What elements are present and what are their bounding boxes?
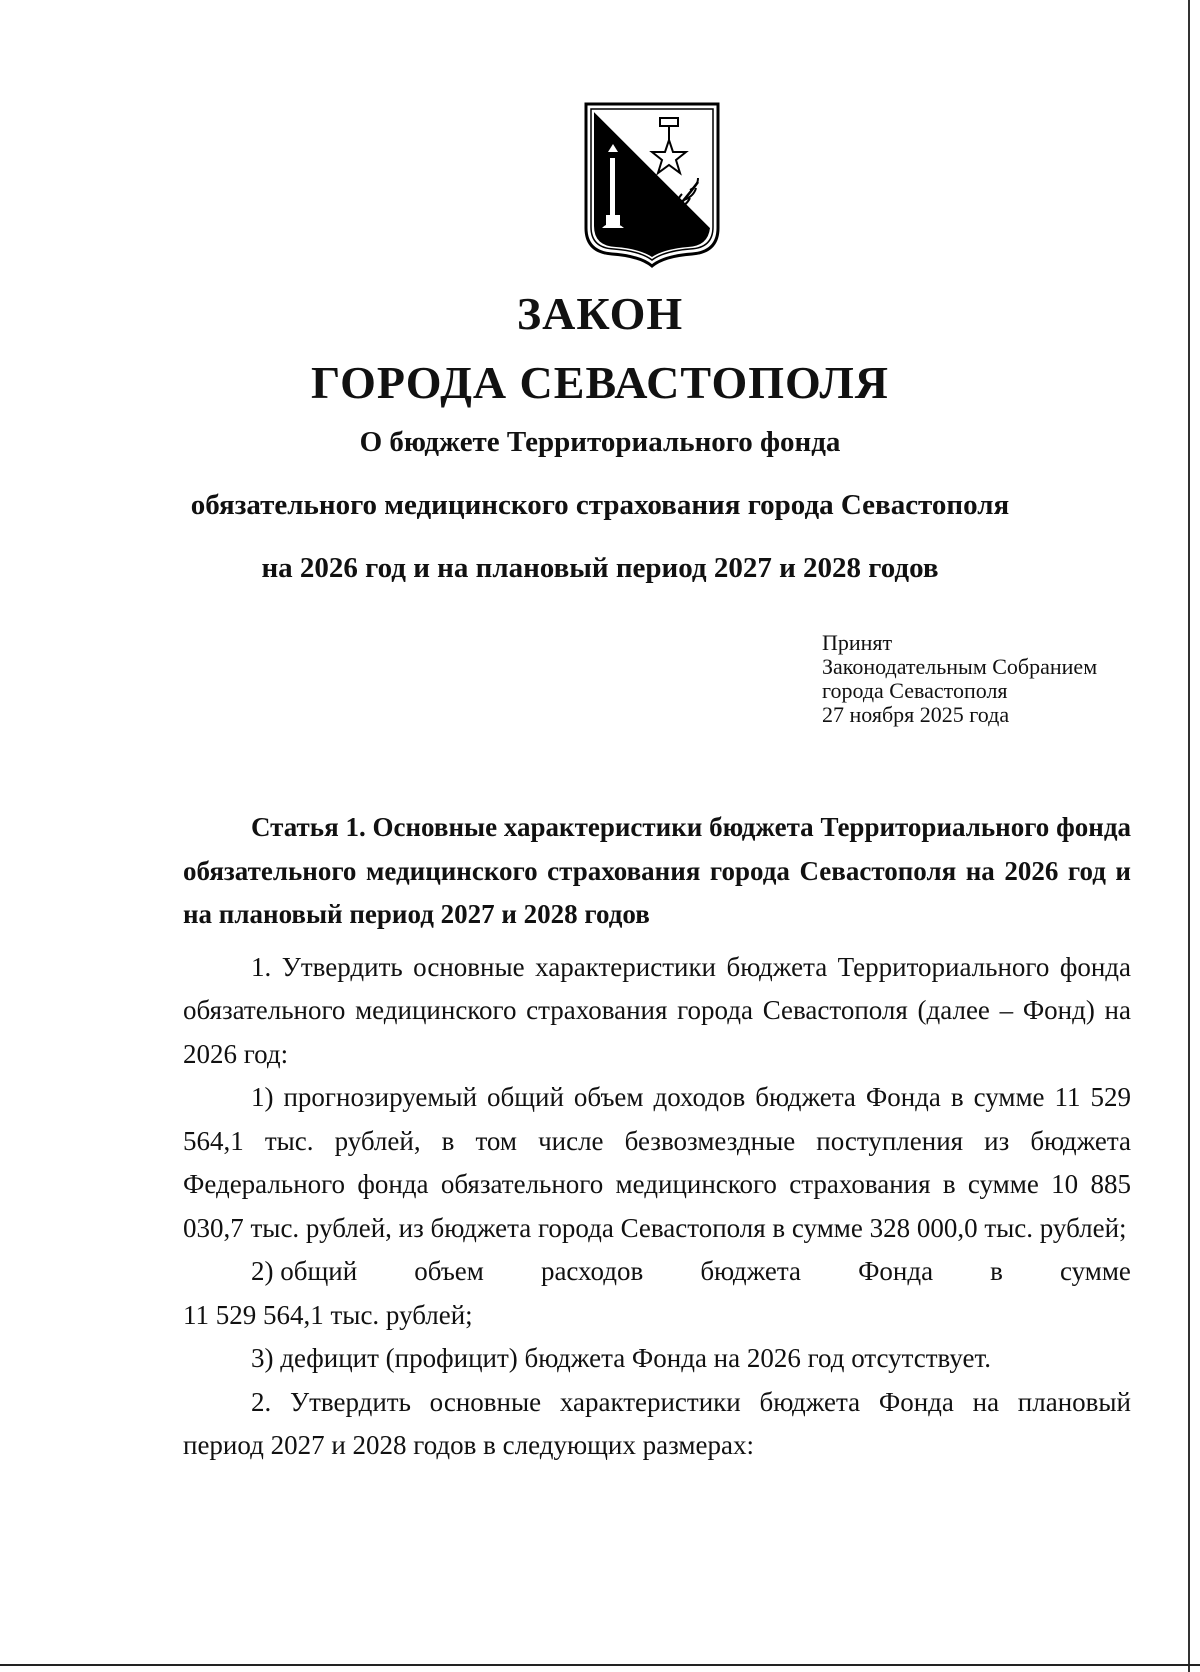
scan-edge-right [1188, 0, 1190, 1672]
adoption-line-2: Законодательным Собранием [822, 654, 1098, 679]
adoption-date: 27 ноября 2025 года [822, 702, 1010, 727]
law-body [183, 806, 1131, 1468]
item-2-word: бюджета [700, 1256, 801, 1286]
document-type-title: ЗАКОН [516, 288, 684, 339]
article-1-item-3: 3) дефицит (профицит) бюджета Фонда на 2026 год отсутствует. [251, 1343, 992, 1373]
law-subject-line-2: обязательного медицинского страхования города Севастополя [190, 489, 1010, 521]
article-1-item-2-tail: 11 529 564,1 тыс. рублей; [183, 1299, 473, 1330]
scan-edge-bottom [0, 1664, 1200, 1666]
item-2-word: Фонда [858, 1256, 934, 1286]
document-issuer-title: ГОРОДА СЕВАСТОПОЛЯ [310, 357, 890, 408]
item-2-word: в [990, 1256, 1003, 1286]
article-1-item-1: 1) прогнозируемый общий объем доходов бюджета Фонда в сумме 11 529 564,1 тыс. рублей, в том числе безвозмездные поступления из бюджета Федерального фонда обязательного медицинского страхования в сумме 10 885 030,7 тыс. рублей, из бюджета города Севастополя в сумме 328 000,0 тыс. рублей; [183, 1082, 1131, 1243]
law-subject-line-3: на 2026 год и на плановый период 2027 и 2028 годов [261, 552, 939, 584]
adoption-block [822, 631, 1182, 727]
article-1-item-2-line [183, 1250, 1131, 1294]
adoption-line-1: Принят [822, 630, 893, 655]
item-2-word: объем [414, 1256, 484, 1286]
article-1-paragraph-1: 1. Утвердить основные характеристики бюджета Территориального фонда обязательного медицинского страхования города Севастополя (далее – Фонд) на 2026 год: [183, 951, 1131, 1069]
item-2-word: сумме [1059, 1256, 1131, 1286]
item-2-word: расходов [540, 1256, 644, 1286]
adoption-line-3: города Севастополя [822, 678, 1008, 703]
item-2-word: 2) общий [251, 1256, 358, 1286]
article-1-paragraph-2: 2. Утвердить основные характеристики бюджета Фонда на плановый период 2027 и 2028 годов в следующих размерах: [183, 1386, 1131, 1460]
article-1-heading: Статья 1. Основные характеристики бюджета Территориального фонда обязательного медицинского страхования города Севастополя на 2026 год и на плановый период 2027 и 2028 годов [183, 812, 1131, 929]
law-subject-line-1: О бюджете Территориального фонда [359, 426, 841, 458]
sevastopol-coat-of-arms-icon [580, 100, 724, 270]
